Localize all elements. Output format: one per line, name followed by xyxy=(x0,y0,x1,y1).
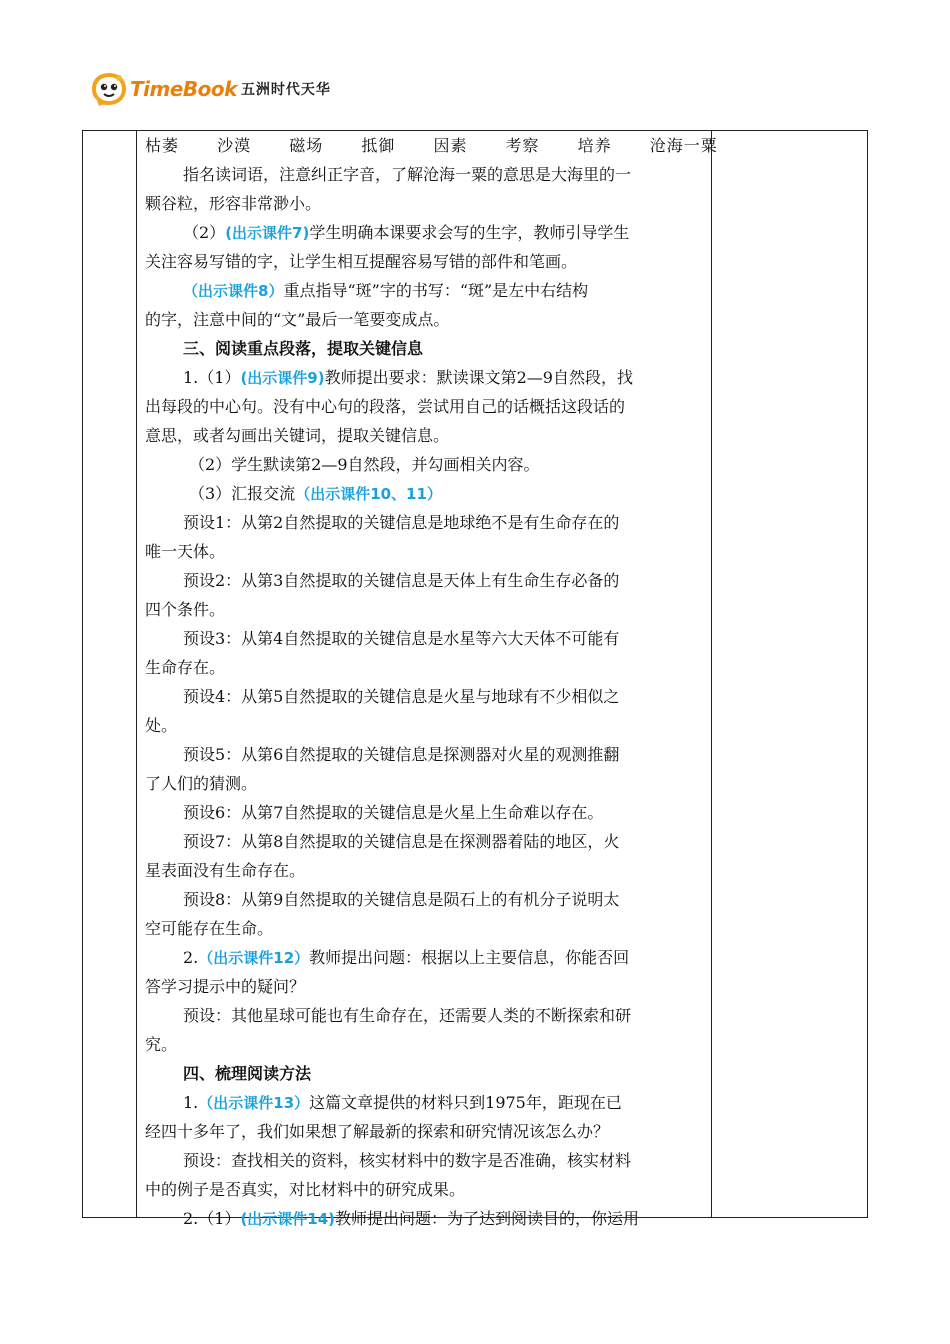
text-line xyxy=(145,653,707,682)
line-text: 预设2：从第3自然提取的关键信息是天体上有生命生存必备的 xyxy=(183,571,620,590)
line-text: 预设1：从第2自然提取的关键信息是地球绝不是有生命存在的 xyxy=(183,513,620,532)
text-line xyxy=(145,1088,707,1117)
line-text: 预设：其他星球可能也有生命存在，还需要人类的不断探索和研 xyxy=(183,1006,632,1025)
text-line xyxy=(145,972,707,1001)
line-text: 预设4：从第5自然提取的关键信息是火星与地球有不少相似之 xyxy=(183,687,620,706)
text-line xyxy=(145,1117,707,1146)
text-line xyxy=(145,392,707,421)
vocab-word: 磁场 xyxy=(289,136,324,155)
line-text: 的字，注意中间的“文”最后一笔要变成点。 xyxy=(145,310,450,329)
line-text: 答学习提示中的疑问？ xyxy=(145,977,306,996)
courseware-reference: (出示课件14) xyxy=(240,1210,336,1228)
line-text: 教师提出问题：根据以上主要信息，你能否回 xyxy=(309,948,630,967)
text-line xyxy=(145,711,707,740)
line-text: 预设6：从第7自然提取的关键信息是火星上生命难以存在。 xyxy=(183,803,604,822)
line-text: 空可能存在生命。 xyxy=(145,919,274,938)
text-line xyxy=(145,189,707,218)
text-line xyxy=(145,537,707,566)
line-text: 1.（1） xyxy=(183,368,241,387)
logo-text: TimeBook xyxy=(130,77,237,101)
line-text: 学生明确本课要求会写的生字，教师引导学生 xyxy=(309,223,630,242)
line-text: 中的例子是否真实，对比材料中的研究成果。 xyxy=(145,1180,466,1199)
text-line xyxy=(145,1175,707,1204)
section-heading-text: 四、梳理阅读方法 xyxy=(183,1064,312,1083)
line-text: 教师提出要求：默读课文第2—9自然段，找 xyxy=(324,368,633,387)
text-line xyxy=(145,856,707,885)
vocab-word: 枯萎 xyxy=(145,136,180,155)
line-text: 2. xyxy=(183,948,199,967)
vocab-word-list xyxy=(145,131,718,160)
line-text: 星表面没有生命存在。 xyxy=(145,861,306,880)
line-text: 预设5：从第6自然提取的关键信息是探测器对火星的观测推翻 xyxy=(183,745,620,764)
logo-chinese-name: 五洲时代天华 xyxy=(240,82,331,98)
courseware-reference: （出示课件10、11） xyxy=(295,485,442,503)
text-line xyxy=(145,624,707,653)
line-text: 经四十多年了，我们如果想了解最新的探索和研究情况该怎么办？ xyxy=(145,1122,610,1141)
line-text: 预设7：从第8自然提取的关键信息是在探测器着陆的地区，火 xyxy=(183,832,620,851)
logo-mascot-icon xyxy=(90,70,128,108)
text-line xyxy=(145,160,707,189)
table-column-divider-left xyxy=(136,131,137,1217)
text-line xyxy=(145,218,707,247)
vocab-word: 沧海一粟 xyxy=(649,136,718,155)
line-text: 生命存在。 xyxy=(145,658,226,677)
line-text: 指名读词语，注意纠正字音，了解沧海一粟的意思是大海里的一 xyxy=(183,165,632,184)
text-line xyxy=(145,247,707,276)
vocab-word: 抵御 xyxy=(361,136,396,155)
text-line xyxy=(145,827,707,856)
text-line xyxy=(145,769,707,798)
line-text: 出每段的中心句。没有中心句的段落，尝试用自己的话概括这段话的 xyxy=(145,397,626,416)
text-line xyxy=(145,508,707,537)
line-text: （3）汇报交流 xyxy=(189,484,296,503)
text-line xyxy=(145,421,707,450)
lesson-content xyxy=(145,131,718,1233)
line-text: 2.（1） xyxy=(183,1209,241,1228)
courseware-reference: （出示课件13） xyxy=(198,1094,310,1112)
vocab-word: 沙漠 xyxy=(217,136,252,155)
line-text: 了人们的猜测。 xyxy=(145,774,258,793)
line-text: 颗谷粒，形容非常渺小。 xyxy=(145,194,322,213)
text-line xyxy=(145,450,707,479)
text-line xyxy=(145,276,707,305)
text-line xyxy=(145,479,707,508)
courseware-reference: (出示课件7) xyxy=(225,224,310,242)
timebook-logo xyxy=(90,68,331,110)
text-line xyxy=(145,740,707,769)
line-text: 预设3：从第4自然提取的关键信息是水星等六大天体不可能有 xyxy=(183,629,620,648)
text-line xyxy=(145,363,707,392)
vocab-word: 培养 xyxy=(577,136,612,155)
courseware-reference: （出示课件8） xyxy=(183,282,284,300)
text-line xyxy=(145,914,707,943)
line-text: （2） xyxy=(183,223,226,242)
line-text: 1. xyxy=(183,1093,199,1112)
courseware-reference: (出示课件9) xyxy=(240,369,325,387)
text-line xyxy=(145,566,707,595)
section-heading xyxy=(145,334,707,363)
line-text: （2）学生默读第2—9自然段，并勾画相关内容。 xyxy=(189,455,540,474)
line-text: 四个条件。 xyxy=(145,600,226,619)
line-text: 唯一天体。 xyxy=(145,542,226,561)
text-line xyxy=(145,885,707,914)
section-heading xyxy=(145,1059,707,1088)
vocab-word: 因素 xyxy=(433,136,468,155)
text-line xyxy=(145,1030,707,1059)
line-text: 预设：查找相关的资料，核实材料中的数字是否准确，核实材料 xyxy=(183,1151,632,1170)
line-text: 究。 xyxy=(145,1035,178,1054)
line-text: 预设8：从第9自然提取的关键信息是陨石上的有机分子说明太 xyxy=(183,890,620,909)
table-column-divider-right xyxy=(711,131,712,1217)
line-text: 意思，或者勾画出关键词，提取关键信息。 xyxy=(145,426,450,445)
line-text: 教师提出问题：为了达到阅读目的，你运用 xyxy=(335,1209,640,1228)
text-line xyxy=(145,943,707,972)
vocab-word: 考察 xyxy=(505,136,540,155)
text-line xyxy=(145,1204,707,1233)
line-text: 关注容易写错的字，让学生相互提醒容易写错的部件和笔画。 xyxy=(145,252,578,271)
line-text: 这篇文章提供的材料只到1975年，距现在已 xyxy=(309,1093,622,1112)
text-line xyxy=(145,682,707,711)
text-line xyxy=(145,305,707,334)
courseware-reference: （出示课件12） xyxy=(198,949,310,967)
line-text: 处。 xyxy=(145,716,178,735)
text-line xyxy=(145,595,707,624)
line-text: 重点指导“斑”字的书写：“斑”是左中右结构 xyxy=(283,281,589,300)
text-line xyxy=(145,1146,707,1175)
text-line xyxy=(145,1001,707,1030)
text-line xyxy=(145,798,707,827)
section-heading-text: 三、阅读重点段落，提取关键信息 xyxy=(183,339,424,358)
